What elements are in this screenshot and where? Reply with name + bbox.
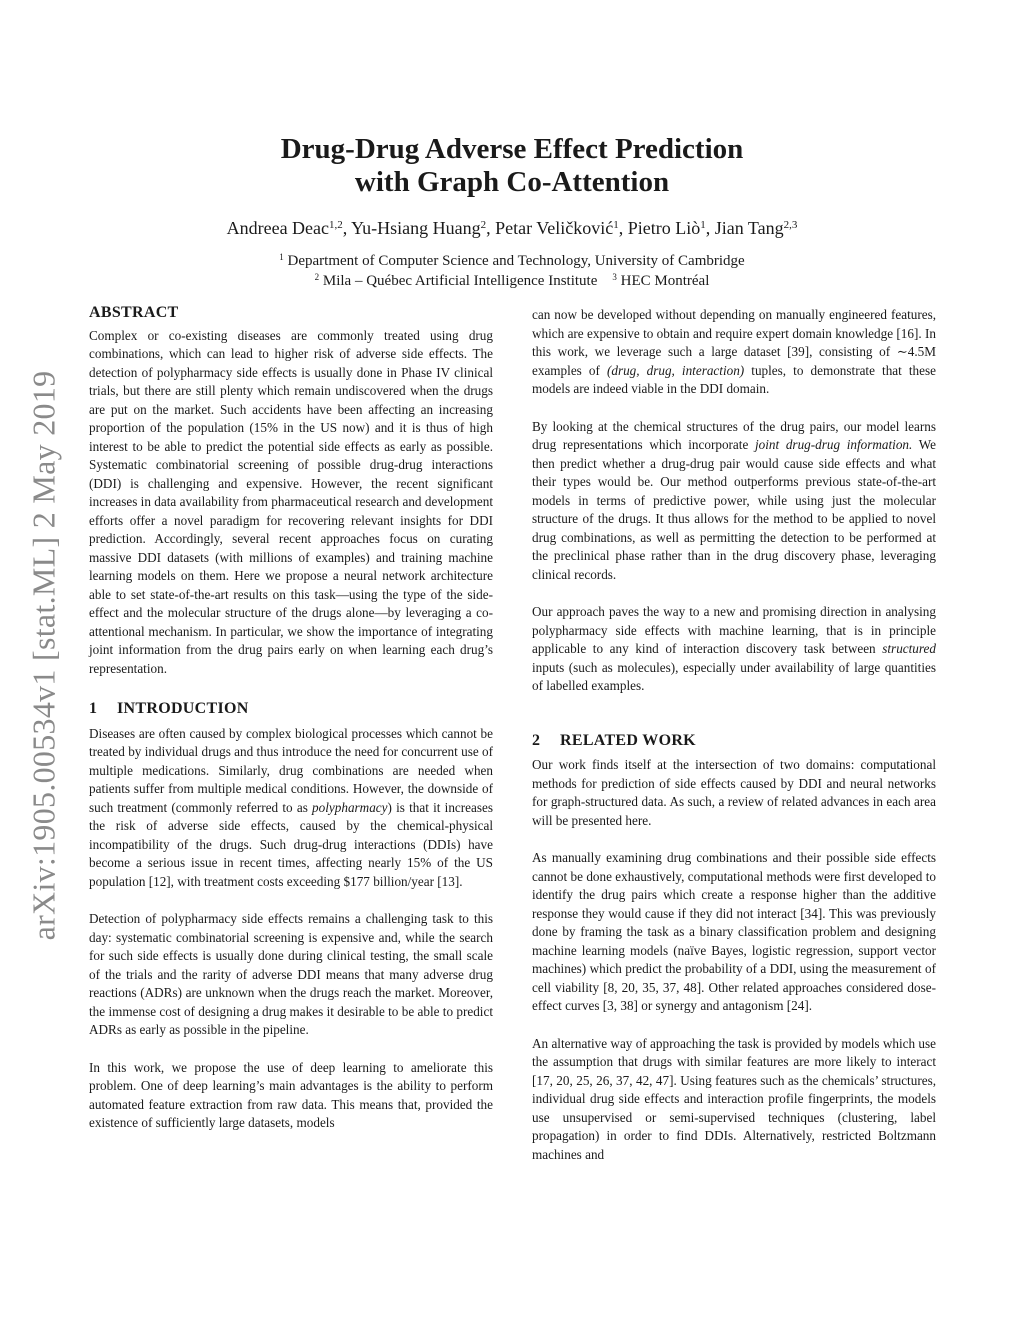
author-affiliation-mark: 2,3 (783, 219, 798, 231)
paragraph-text: By looking at the chemical structures of the drug pairs, our model learns drug representations which incorporate (532, 418, 936, 452)
paragraph-text: Diseases are often caused by complex biological processes which cannot be treated by individual drugs and thus introduce the need for concurrent use of multiple medications. Similarly, drug combinations are needed when patients suffer from multiple medical conditions. However, the downside of such treatment (commonly referred to as (89, 725, 493, 815)
section-title: INTRODUCTION (117, 700, 249, 717)
emphasis-text: (drug, drug, interaction) (606, 362, 745, 378)
paragraph-text: tuples, to demonstrate that these models are indeed viable in the DDI domain. (532, 362, 936, 396)
paragraph-text: can now be developed without depending on manually engineered features, which are expensive to obtain and require expert domain knowledge [16]. In this work, we leverage such a large dataset [39], consisting of ∼4.5M examples of (532, 307, 936, 378)
paragraph-text: inputs (such as molecules), especially under availability of large quantities of labelled examples. (532, 659, 936, 693)
paragraph-text: ) is that it increases the risk of adverse side effects, caused by the chemical-physical incompatibility of the drugs. Such drug-drug interactions (DDIs) have become a serious issue in recent times, affecting nearly 15% of the US population [12], with treatment costs exceeding $177 billion/year [13]. (89, 799, 493, 889)
affiliation-number: 2 (314, 272, 320, 282)
author-affiliation-mark: 1 (613, 219, 619, 231)
paper-title (0, 133, 1024, 199)
emphasis-text: joint drug-drug information. (754, 437, 913, 452)
introduction-paragraph-5 (532, 418, 936, 585)
author-affiliation-mark: 1,2 (329, 219, 343, 231)
introduction-paragraph-2: Detection of polypharmacy side effects remains a challenging task to this day: systematic combinatorial screening is expensive and, while the search for such side effects is usually done during clinical testing, the small scale of the trials and the rarity of adverse DDI means that many adverse drug reactions (ADRs) are unknown when the drugs reach the market. Moreover, the immense cost of designing a drug makes it desirable to be able to predict ADRs as early as possible in the pipeline. (89, 911, 493, 1037)
section-number: 1 (89, 700, 98, 717)
right-column (532, 306, 936, 1183)
affiliation-2-3 (0, 271, 1024, 291)
paper-title-line-1: Drug-Drug Adverse Effect Prediction (280, 133, 744, 165)
author-affiliation-mark: 2 (480, 219, 487, 231)
section-number: 2 (532, 731, 541, 749)
arxiv-identifier (22, 345, 66, 965)
introduction-paragraph-1 (89, 725, 493, 892)
author-name: Pietro Liò (627, 218, 701, 238)
affiliation-text: Department of Computer Science and Technology, University of Cambridge (287, 253, 745, 269)
author-list: Andreea Deac$^{1,2}$, Yu-Hsiang Huang$^2$, Petar Veličković$^1$, Pietro Liò$^1$, Jian Tang$^{2,3}$ (226, 218, 798, 238)
affiliation-1 (0, 251, 1024, 271)
author-name: Andreea Deac (226, 218, 330, 238)
author-affiliation-mark: 1 (700, 219, 706, 231)
affiliation-number: 3 (612, 272, 617, 282)
related-work-paragraph-3: An alternative way of approaching the task is provided by models which use the assumption that drugs with similar features are more likely to interact [17, 20, 25, 26, 37, 42, 47]. Using features such as the chemicals’ structures, individual drug side effects and interaction profile fingerprints, the models use unsupervised or semi-supervised techniques (clustering, label propagation) in order to find DDIs. Alternatively, restricted Boltzmann machines and (532, 1035, 936, 1162)
paragraph-text: Our approach paves the way to a new and promising direction in analysing polypharmacy side effects with machine learning, that is in principle applicable to any kind of interaction discovery task between (532, 604, 936, 656)
paragraph-text: We then predict whether a drug-drug pair would cause side effects and what their types would be. Our method outperforms previous state-of-the-art models in terms of predictive power, while using just the molecular structure of the drugs. It thus allows for the method to be applied to novel drug combinations, as well as permitting the detection to be performed at the preclinical phase rather than in the drug discovery phase, leveraging clinical records. (532, 437, 936, 582)
introduction-paragraph-3: In this work, we propose the use of deep learning to ameliorate this problem. One of deep learning’s main advantages is the ability to perform automated feature extraction from raw data. This means that, provided the existence of sufficiently large datasets, models (89, 1059, 493, 1130)
introduction-heading (89, 700, 493, 719)
affiliation-text: Mila – Québec Artificial Intelligence Institute (322, 273, 598, 289)
related-work-paragraph-1: Our work finds itself at the intersection of two domains: computational methods for prediction of side effects caused by DDI and neural networks for graph-structured data. As such, a review of related advances in each area will be presented here. (532, 757, 936, 828)
related-work-paragraph-2: As manually examining drug combinations and their possible side effects cannot be done exhaustively, computational methods were first developed to identify the drug pairs which create a response higher than the additive response they would cause if they did not interact [34]. This was previously done by framing the task as a binary classification problem and designing machine learning models (naïve Bayes, logistic regression, support vector machines) which predict the probability of a DDI, using the measurement of cell viability [8, 20, 35, 37, 48]. Other related approaches considered dose-effect curves [3, 38] or synergy and antagonism [24]. (532, 850, 936, 1013)
arxiv-identifier-text: arXiv:1905.00534v1 [stat.ML] 2 May 2019 (25, 370, 62, 940)
left-column (89, 304, 493, 1152)
author-name: Jian Tang (714, 218, 784, 238)
affiliation-number: 1 (279, 252, 284, 262)
introduction-paragraph-4 (532, 306, 936, 399)
abstract-heading: ABSTRACT (89, 304, 179, 321)
affiliations (0, 251, 1024, 291)
paper-title-line-2: with Graph Co-Attention (354, 166, 670, 198)
author-name: Petar Veličković (495, 218, 614, 238)
emphasis-text: polypharmacy (312, 799, 388, 815)
introduction-paragraph-6 (532, 603, 936, 696)
author-name: Yu-Hsiang Huang (351, 218, 481, 238)
affiliation-text: HEC Montréal (620, 273, 710, 289)
emphasis-text: structured (882, 641, 936, 656)
section-title: RELATED WORK (560, 731, 696, 749)
related-work-heading (532, 732, 936, 751)
abstract-text: Complex or co-existing diseases are commonly treated using drug combinations, which can lead to higher risk of adverse side effects. The detection of polypharmacy side effects is usually done in Phase IV clinical trials, but there are still plenty which remain undiscovered when the drugs are put on the market. Such accidents have been affecting an increasing proportion of the population (15% in the US now) and it is thus of high interest to be able to predict the potential side effects as early as possible. Systematic combinatorial screening of possible drug-drug interactions (DDI) is challenging and expensive. However, the recent significant increases in data availability from pharmaceutical research and development efforts offer a novel paradigm for recovering relevant insights for DDI prediction. Accordingly, several recent approaches focus on curating massive DDI datasets (with millions of examples) and training machine learning models on them. Here we propose a neural network architecture able to set state-of-the-art results on this task—using the type of the side-effect and the molecular structure of the drugs alone—by leveraging a co-attentional mechanism. In particular, we show the importance of integrating joint information from the drug pairs early on when learning each drug’s representation. (89, 327, 493, 676)
